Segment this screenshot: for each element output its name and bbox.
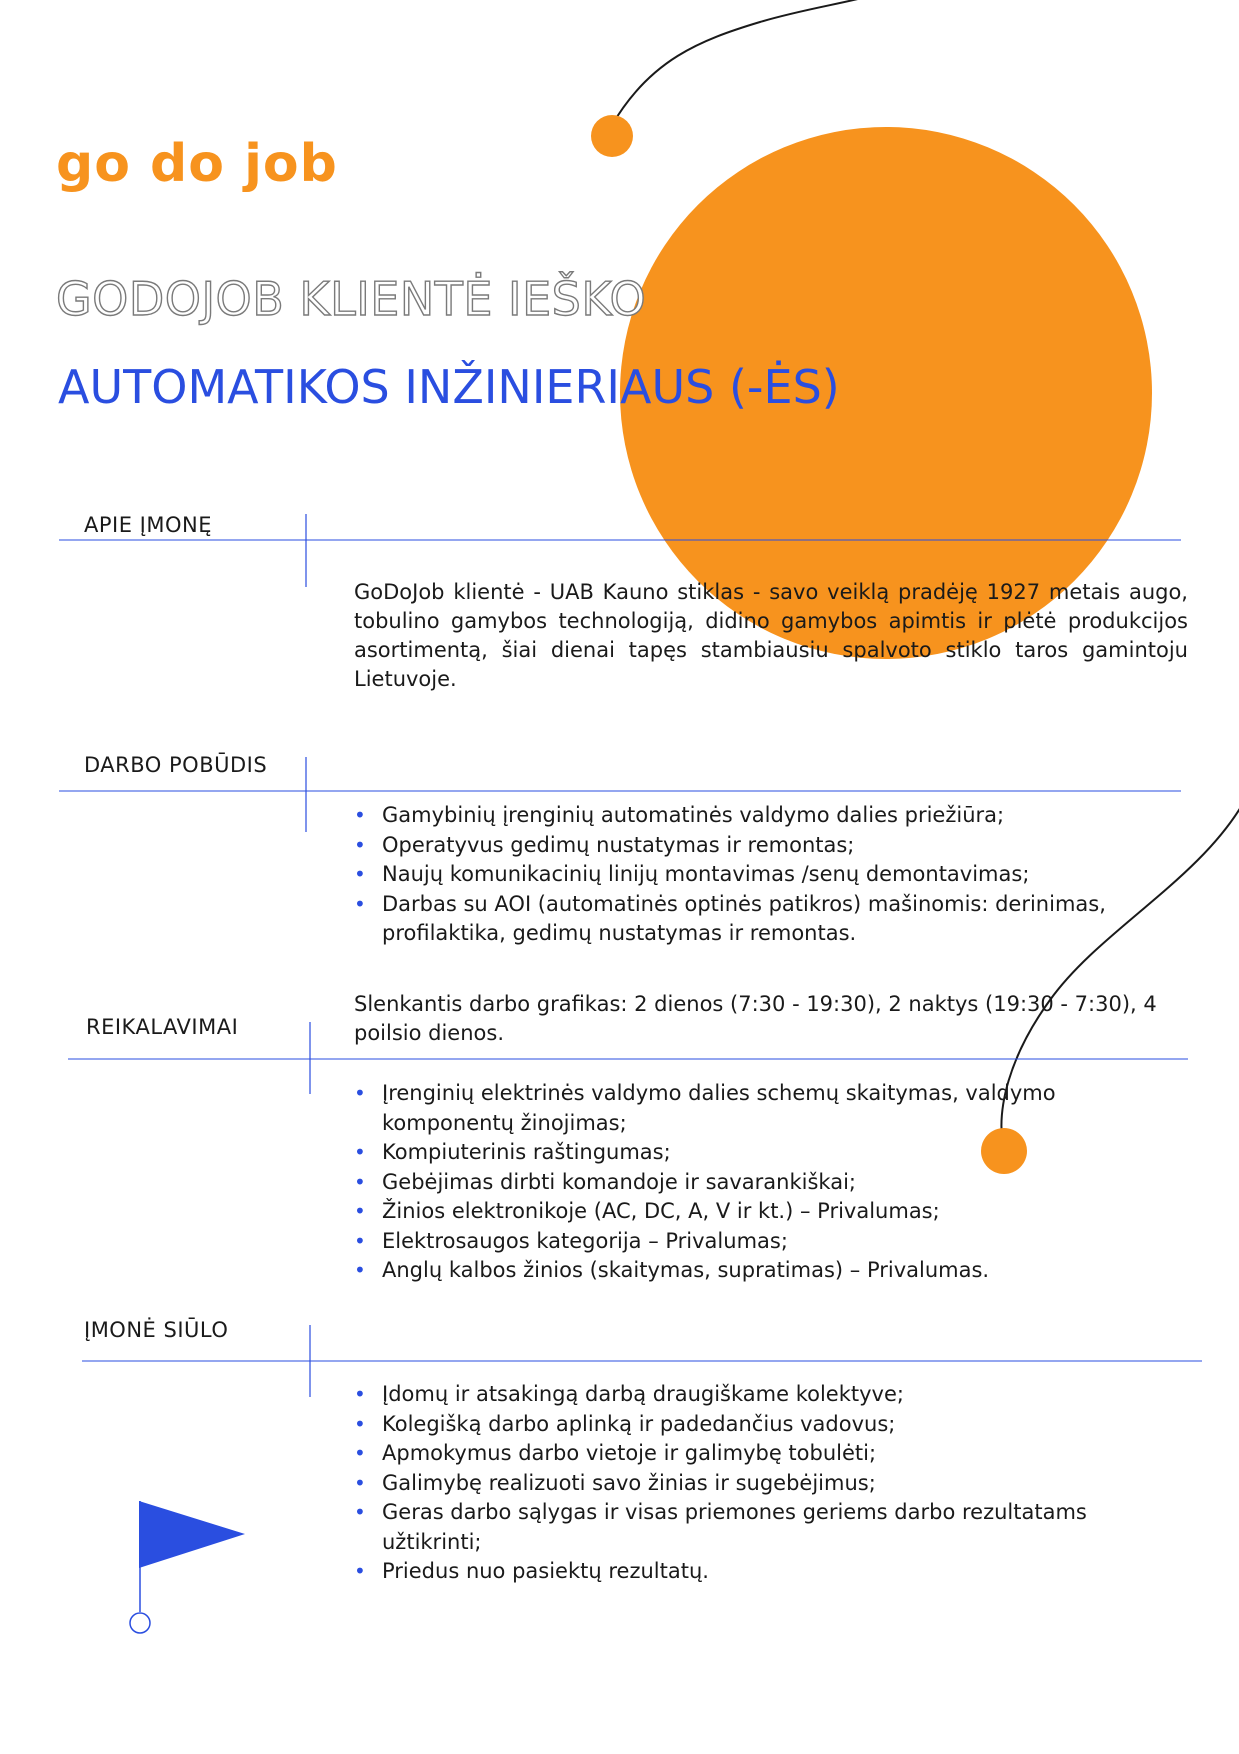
list-item: • Galimybę realizuoti savo žinias ir sugebėjimus; [354,1469,1188,1499]
work-schedule-note: Slenkantis darbo grafikas: 2 dienos (7:30 - 19:30), 2 naktys (19:30 - 7:30), 4 poilsio dienos. [354,992,1157,1045]
list-item: • Anglų kalbos žinios (skaitymas, supratimas) – Privalumas. [354,1256,1188,1286]
list-item: • Įrenginių elektrinės valdymo dalies schemų skaitymas, valdymo komponentų žinojimas; [354,1079,1188,1138]
logo: go do job [56,134,338,194]
page-title: AUTOMATIKOS INŽINIERIAUS (-ĖS) [58,360,840,414]
list-item: • Darbas su AOI (automatinės optinės patikros) mašinomis: derinimas, profilaktika, gedimų nustatymas ir remontas. [354,890,1188,949]
section-heading-offer: ĮMONĖ SIŪLO [84,1318,229,1342]
list-item: • Žinios elektronikoje (AC, DC, A, V ir kt.) – Privalumas; [354,1197,1188,1227]
requirements-list [354,1079,1188,1286]
list-item: • Įdomų ir atsakingą darbą draugiškame kolektyve; [354,1380,1188,1410]
flag-icon [130,1501,245,1633]
list-item: • Elektrosaugos kategorija – Privalumas; [354,1227,1188,1257]
list-item: • Naujų komunikacinių linijų montavimas /senų demontavimas; [354,860,1188,890]
list-item: • Kolegišką darbo aplinką ir padedančius vadovus; [354,1410,1188,1440]
list-item: • Kompiuterinis raštingumas; [354,1138,1188,1168]
offer-list [354,1380,1188,1587]
list-item: • Gamybinių įrenginių automatinės valdymo dalies priežiūra; [354,801,1188,831]
list-item: • Geras darbo sąlygas ir visas priemones geriems darbo rezultatams užtikrinti; [354,1498,1188,1557]
list-item: • Apmokymus darbo vietoje ir galimybę tobulėti; [354,1439,1188,1469]
list-item: • Operatyvus gedimų nustatymas ir remontas; [354,831,1188,861]
about-text: GoDoJob klientė - UAB Kauno stiklas - savo veiklą pradėję 1927 metais augo, tobulino gamybos technologiją, didino gamybos apimtis ir plėtė produkcijos asortimentą, šiai dienai tapęs stambiausiu spalvoto stiklo taros gamintoju Lietuvoje. [354,580,1188,691]
section-heading-about: APIE ĮMONĘ [84,513,212,537]
section-heading-requirements: REIKALAVIMAI [86,1015,239,1039]
list-item: • Priedus nuo pasiektų rezultatų. [354,1557,1188,1587]
section-heading-work: DARBO POBŪDIS [84,753,268,777]
kicker-title: GODOJOB KLIENTĖ IEŠKO [56,272,647,326]
small-orange-dot-top [591,115,633,157]
work-list [354,801,1188,949]
top-curve-line [612,0,870,125]
list-item: • Gebėjimas dirbti komandoje ir savarankiškai; [354,1168,1188,1198]
